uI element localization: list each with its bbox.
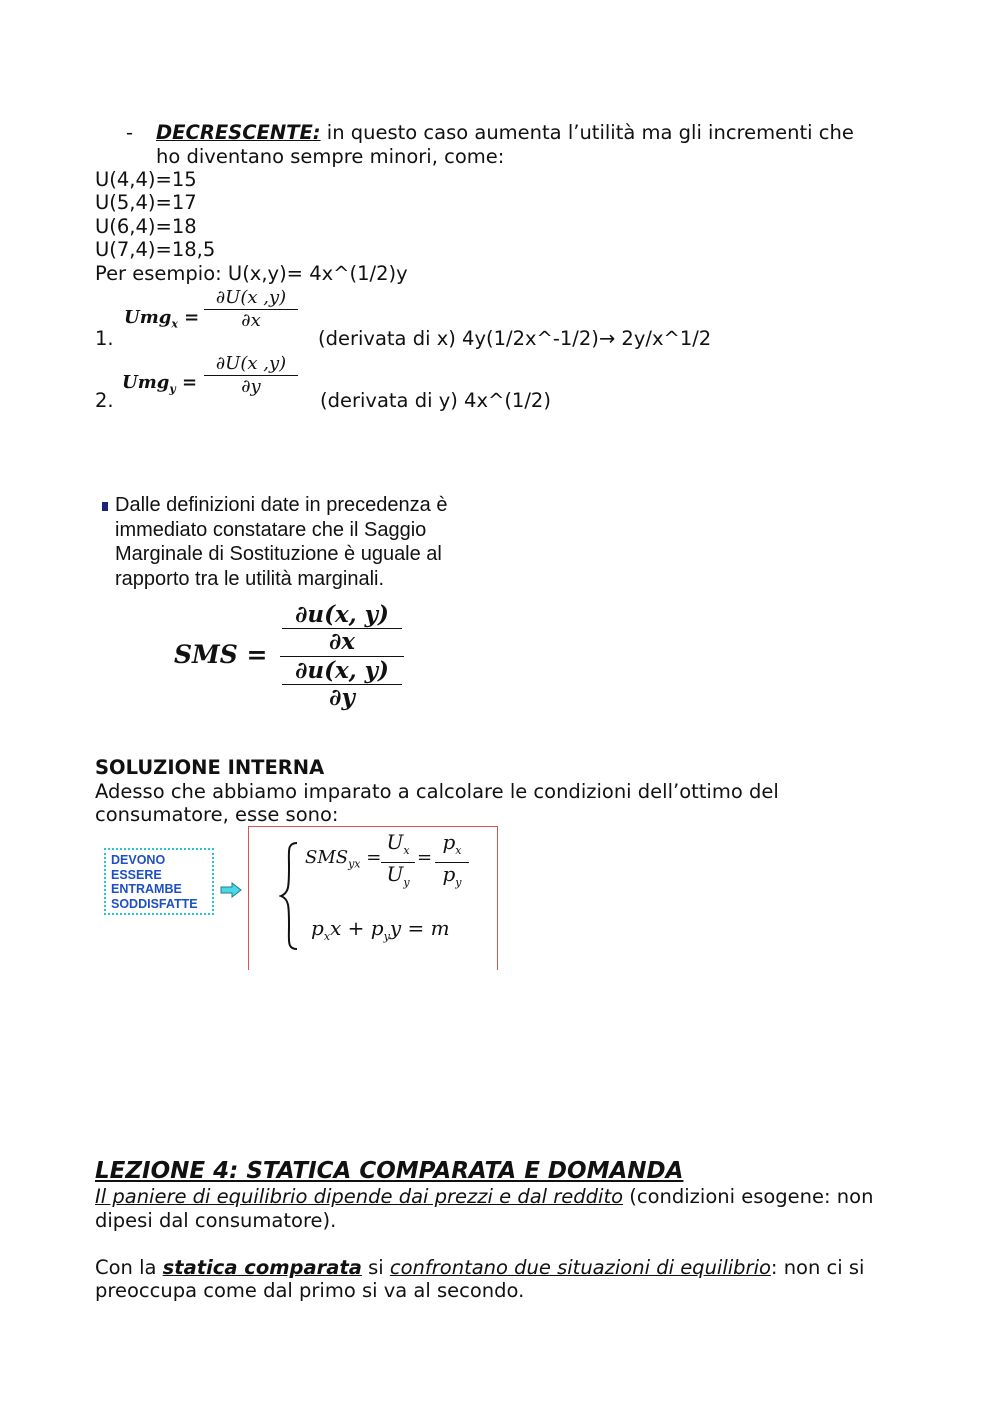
soluzione-line-1: Adesso che abbiamo imparato a calcolare le condizioni dell’ottimo del (95, 780, 779, 803)
optimum-conditions-box: $SMS_{yx}$ = $U_x$ $U_y$ = $p_x$ $p_y$ $p_xx + p_yy = m$ (248, 826, 498, 970)
box-line-2: ESSERE (111, 867, 162, 882)
value-line-4: U(7,4)=18,5 (95, 238, 216, 261)
soluzione-line-2: consumatore, esse sono: (95, 803, 339, 826)
box-line-3: ENTRAMBE (111, 882, 182, 896)
equilibrium-rest: (condizioni esogene: non (623, 1185, 874, 1208)
comparata-line-2: preoccupa come dal primo si va al secondo. (95, 1279, 525, 1302)
equilibrium-line-2: dipesi dal consumatore). (95, 1209, 337, 1232)
item-2-text: (derivata di y) 4x^(1/2) (320, 389, 551, 412)
list-dash: - (126, 121, 134, 144)
equilibrium-line-1 (95, 1185, 873, 1209)
value-line-2: U(5,4)=17 (95, 191, 197, 214)
comparata-end: : non ci si (770, 1256, 865, 1279)
comparata-mid: si (361, 1256, 390, 1279)
slide-line-4: rapporto tra le utilità marginali. (115, 568, 385, 590)
item-1-number: 1. (95, 327, 114, 350)
slide-line-3: Marginale di Sostituzione è uguale al (115, 543, 442, 565)
comparata-start: Con la (95, 1256, 163, 1279)
lesson-4-title: LEZIONE 4: STATICA COMPARATA E DOMANDA (95, 1158, 684, 1184)
arrow-right-icon (220, 882, 242, 898)
box-line-4: SODDISFATTE (111, 896, 198, 911)
slide-line-2: immediato constatare che il Saggio (115, 519, 427, 541)
decrescente-line2: ho diventano sempre minori, come: (156, 145, 505, 168)
decrescente-desc: in questo caso aumenta l’utilità ma gli incrementi che (320, 121, 854, 144)
item-1-text: (derivata di x) 4y(1/2x^-1/2)→ 2y/x^1/2 (318, 327, 712, 350)
conditions-note-box (104, 848, 214, 915)
decrescente-term: DECRESCENTE: (156, 121, 321, 144)
left-brace-icon (279, 841, 301, 951)
comparata-bold: statica comparata (162, 1256, 362, 1279)
comparata-italic: confrontano due situazioni di equilibrio (389, 1256, 771, 1279)
slide-line-1: Dalle definizioni date in precedenza è (115, 494, 448, 516)
square-bullet-icon (102, 502, 108, 511)
equilibrium-underlined: Il paniere di equilibrio dipende dai prezzi e dal reddito (95, 1185, 624, 1208)
value-line-1: U(4,4)=15 (95, 168, 197, 191)
heading-soluzione-interna: SOLUZIONE INTERNA (95, 756, 325, 779)
example-line: Per esempio: U(x,y)= 4x^(1/2)y (95, 262, 408, 285)
comparata-line-1 (95, 1256, 864, 1280)
box-line-1: DEVONO (111, 853, 166, 867)
decrescente-line1 (156, 121, 854, 145)
value-line-3: U(6,4)=18 (95, 215, 197, 238)
item-2-number: 2. (95, 389, 114, 412)
